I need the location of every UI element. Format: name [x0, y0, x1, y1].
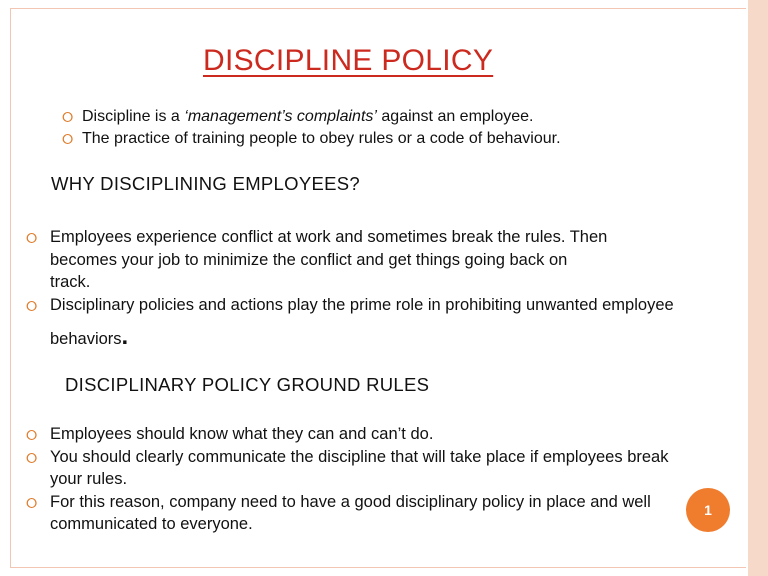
rules-item: [26, 491, 730, 536]
intro-item: [62, 128, 561, 150]
circle-bullet-icon: ⭘: [26, 449, 38, 466]
why-item-line: Employees experience conflict at work and sometimes break the rules. Then: [50, 228, 608, 246]
rules-item-line: Employees should know what they can and can’t do.: [50, 425, 434, 443]
why-item-line: becomes your job to minimize the conflict and get things going back on: [50, 250, 568, 269]
circle-bullet-icon: ⭘: [26, 494, 38, 511]
why-item-line: track.: [50, 273, 91, 291]
why-item-tail: [50, 323, 730, 351]
intro-list: [62, 106, 561, 150]
slide-accent-strip: [746, 0, 768, 576]
why-item: [26, 226, 730, 294]
intro-item-text: The practice of training people to obey rules or a code of behaviour.: [82, 130, 561, 147]
rules-heading: DISCIPLINARY POLICY GROUND RULES: [65, 374, 430, 395]
why-list: [26, 226, 730, 351]
intro-item-emphasis: ‘management’s complaints’: [184, 108, 377, 125]
rules-item: [26, 446, 730, 491]
why-item: [26, 294, 730, 351]
rules-item-line: your rules.: [50, 470, 128, 488]
rules-list: [26, 423, 730, 536]
circle-bullet-icon: ⭘: [62, 131, 74, 147]
rules-item-line: For this reason, company need to have a good disciplinary policy in place and well: [50, 492, 651, 511]
why-heading: WHY DISCIPLINING EMPLOYEES?: [51, 173, 360, 194]
rules-item-line: You should clearly communicate the discipline that will take place if employees break: [50, 447, 669, 466]
intro-item: [62, 106, 561, 128]
why-item-tail-word: behaviors: [50, 330, 122, 348]
rules-item: [26, 423, 730, 446]
why-item-line: Disciplinary policies and actions play the prime role in prohibiting unwanted employee: [50, 295, 674, 314]
circle-bullet-icon: ⭘: [26, 297, 38, 314]
circle-bullet-icon: ⭘: [26, 427, 38, 443]
intro-item-text: Discipline is a: [82, 108, 185, 125]
circle-bullet-icon: ⭘: [62, 109, 74, 125]
intro-item-text-end: against an employee.: [376, 108, 534, 125]
rules-item-line: communicated to everyone.: [50, 515, 253, 533]
circle-bullet-icon: ⭘: [26, 230, 38, 246]
why-item-tail-punct: .: [121, 323, 129, 350]
slide-title: DISCIPLINE POLICY: [203, 44, 494, 77]
page-number-badge: 1: [686, 488, 730, 532]
